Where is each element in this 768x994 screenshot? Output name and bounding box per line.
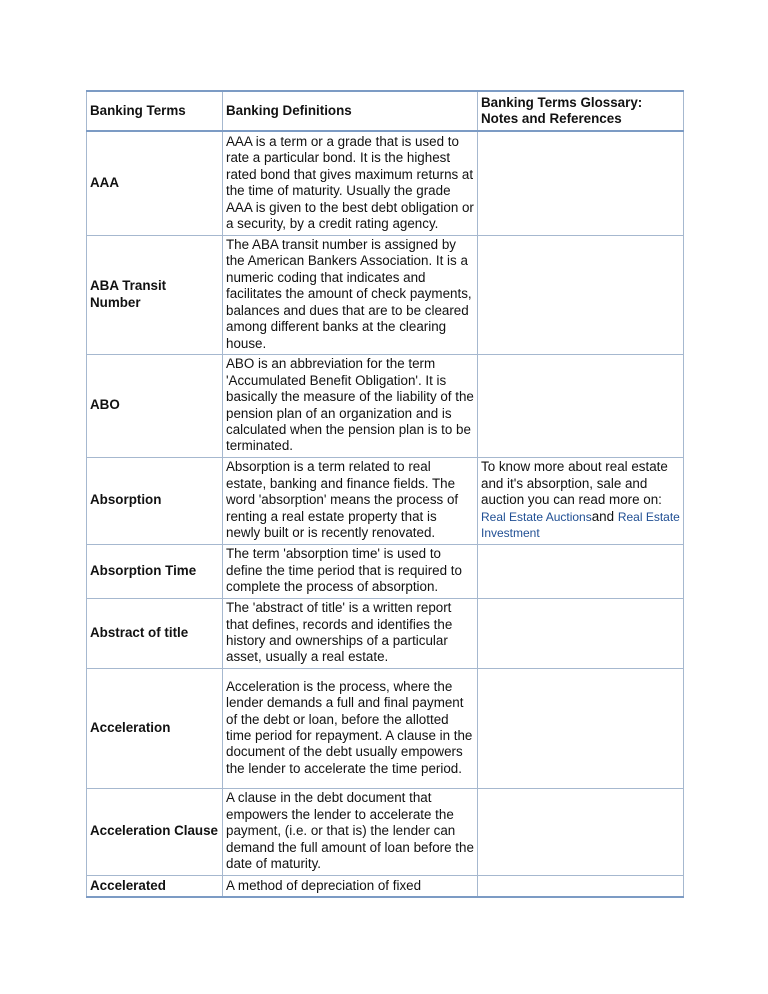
table-row [87,668,684,788]
table-row [87,131,684,235]
term-cell: Absorption [87,457,223,544]
term-cell: Abstract of title [87,598,223,668]
term-cell: Accelerated [87,875,223,897]
header-terms: Banking Terms [87,91,223,131]
note-and: and [591,508,615,524]
notes-cell [478,544,684,598]
notes-cell [478,457,684,544]
glossary-table [86,90,684,898]
note-text: To know more about real estate and it's absorption, sale and auction you can read more on: [481,459,668,508]
notes-cell [478,235,684,354]
header-definitions: Banking Definitions [223,91,478,131]
definition-cell: Absorption is a term related to real estate, banking and finance fields. The word 'absorption' means the process of renting a real estate property that is newly built or is recently renovated. [223,457,478,544]
notes-cell [478,598,684,668]
definition-cell: The 'abstract of title' is a written report that defines, records and identifies the history and ownerships of a particular asset, usually a real estate. [223,598,478,668]
table-row [87,235,684,354]
header-notes: Banking Terms Glossary: Notes and References [478,91,684,131]
definition-cell: The ABA transit number is assigned by the American Bankers Association. It is a numeric coding that indicates and facilitates the amount of check payments, balances and dues that are to be cleared among different banks at the clearing house. [223,235,478,354]
notes-cell [478,668,684,788]
notes-cell [478,875,684,897]
table-row [87,788,684,875]
real-estate-investment-link[interactable]: Real Estate Investment [481,509,680,541]
term-cell: Acceleration [87,668,223,788]
term-cell: Acceleration Clause [87,788,223,875]
notes-cell [478,354,684,457]
definition-cell: A clause in the debt document that empowers the lender to accelerate the payment, (i.e. or that is) the lender can demand the full amount of loan before the date of maturity. [223,788,478,875]
term-cell: ABO [87,354,223,457]
term-cell: ABA Transit Number [87,235,223,354]
table-row [87,875,684,897]
definition-cell: AAA is a term or a grade that is used to rate a particular bond. It is the highest rated bond that gives maximum returns at the time of maturity. Usually the grade AAA is given to the best debt obligation or a security, by a credit rating agency. [223,131,478,235]
table-row [87,544,684,598]
table-row [87,354,684,457]
definition-cell: ABO is an abbreviation for the term 'Accumulated Benefit Obligation'. It is basically the measure of the liability of the pension plan of an organization and is calculated when the pension plan is to be terminated. [223,354,478,457]
definition-cell: The term 'absorption time' is used to define the time period that is required to complete the process of absorption. [223,544,478,598]
notes-cell [478,131,684,235]
table-row [87,598,684,668]
real-estate-auctions-link[interactable]: Real Estate Auctions [481,509,592,524]
definition-cell: Acceleration is the process, where the lender demands a full and final payment of the debt or loan, before the allotted time period for repayment. A clause in the document of the debt usually empowers the lender to accelerate the time period. [223,668,478,788]
term-cell: Absorption Time [87,544,223,598]
notes-cell [478,788,684,875]
definition-cell: A method of depreciation of fixed [223,875,478,897]
header-row [87,91,684,131]
table-row [87,457,684,544]
term-cell: AAA [87,131,223,235]
